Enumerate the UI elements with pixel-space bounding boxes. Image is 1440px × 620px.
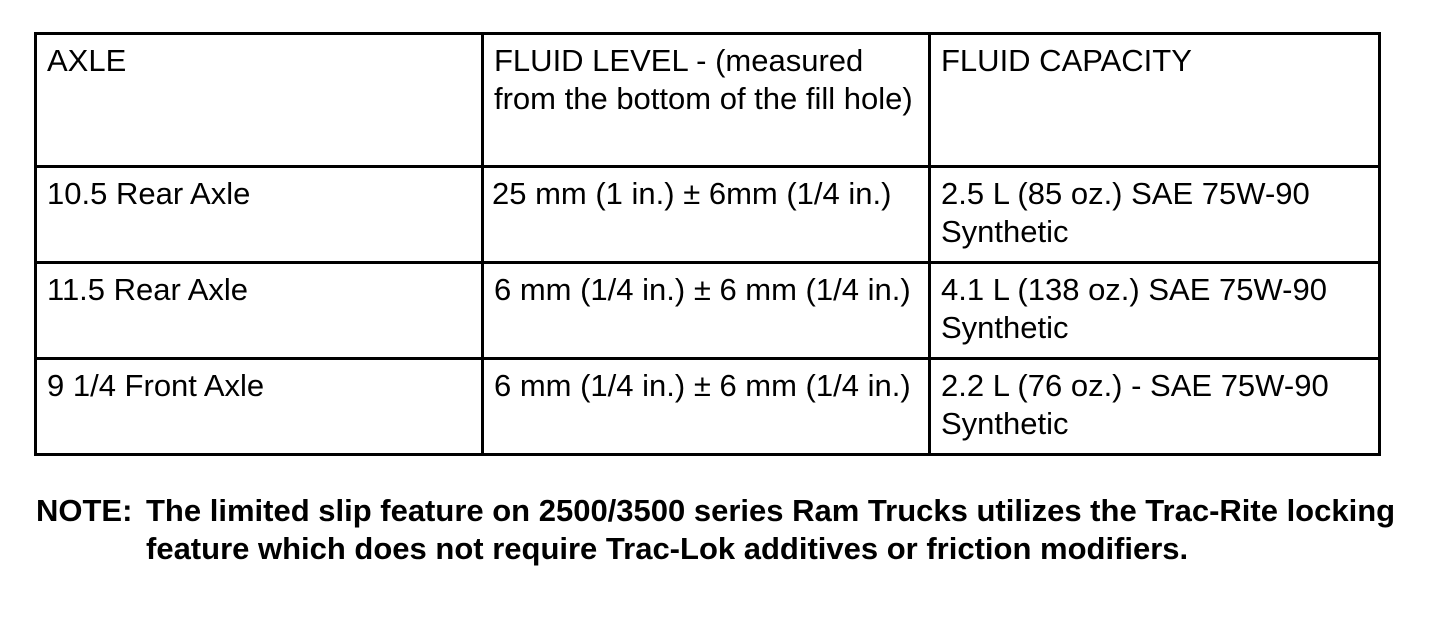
- fluid-capacity-cell: 2.5 L (85 oz.) SAE 75W-90 Synthetic: [930, 167, 1380, 263]
- axle-cell: 9 1/4 Front Axle: [36, 359, 483, 455]
- table-row: [36, 167, 1380, 263]
- fluid-level-cell: 6 mm (1/4 in.) ± 6 mm (1/4 in.): [483, 359, 930, 455]
- header-fluid-capacity: FLUID CAPACITY: [930, 34, 1380, 167]
- note-text: The limited slip feature on 2500/3500 series Ram Trucks utilizes the Trac-Rite locking feature which does not require Trac-Lok additives or friction modifiers.: [146, 493, 1396, 566]
- header-axle: AXLE: [36, 34, 483, 167]
- axle-cell: 10.5 Rear Axle: [36, 167, 483, 263]
- table-row: [36, 263, 1380, 359]
- fluid-capacity-cell: 2.2 L (76 oz.) - SAE 75W-90 Synthetic: [930, 359, 1380, 455]
- table-row: [36, 359, 1380, 455]
- fluid-level-cell: 6 mm (1/4 in.) ± 6 mm (1/4 in.): [483, 263, 930, 359]
- fluid-capacity-cell: 4.1 L (138 oz.) SAE 75W-90 Synthetic: [930, 263, 1380, 359]
- header-fluid-level: FLUID LEVEL - (measured from the bottom of the fill hole): [483, 34, 930, 167]
- note-label: NOTE:: [36, 493, 133, 528]
- fluid-level-cell: 25 mm (1 in.) ± 6mm (1/4 in.): [483, 167, 930, 263]
- axle-fluid-table: [34, 32, 1381, 456]
- note-block: [36, 492, 1396, 568]
- table-header-row: [36, 34, 1380, 167]
- axle-cell: 11.5 Rear Axle: [36, 263, 483, 359]
